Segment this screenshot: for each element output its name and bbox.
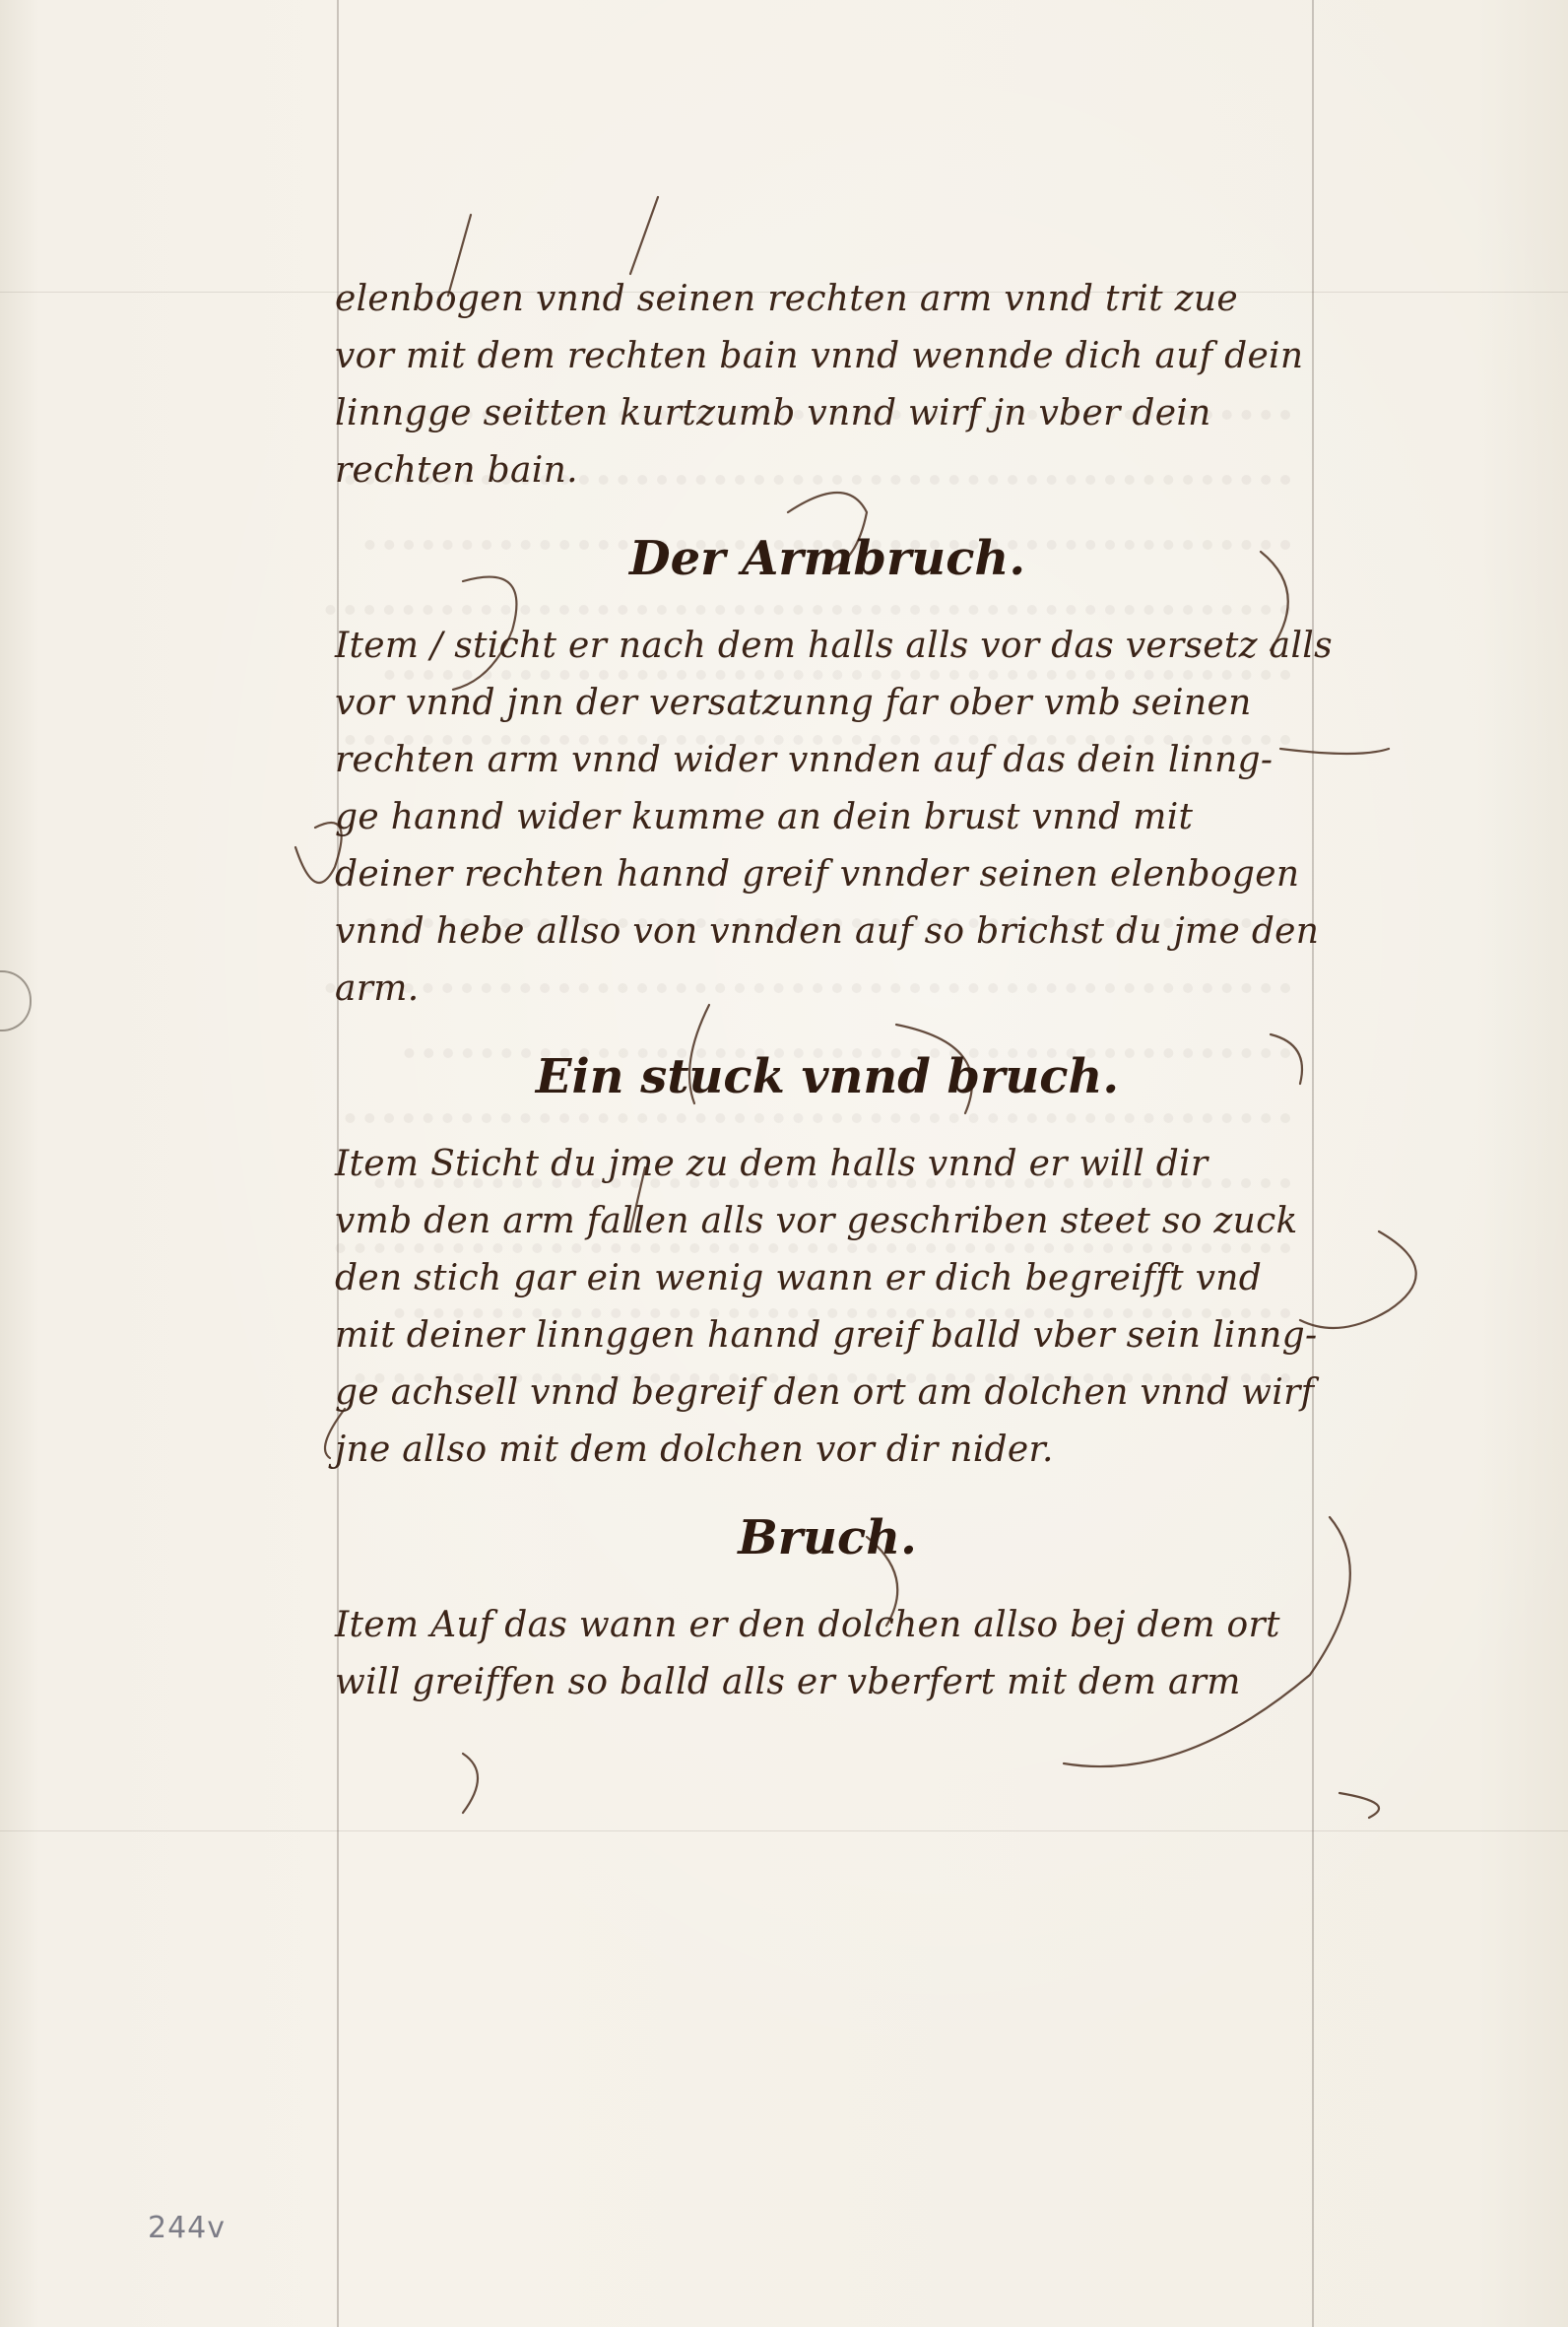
text-line: Item / sticht er nach dem halls alls vor das versetz alls xyxy=(335,626,1333,666)
text-line: den stich gar ein wenig wann er dich begreifft vnd xyxy=(335,1258,1263,1298)
ascender-stroke xyxy=(630,197,658,274)
folio-number: 244v xyxy=(148,2211,227,2245)
text-line: linngge seitten kurtzumb vnnd wirf jn vber dein xyxy=(335,393,1211,433)
section-heading-armbruch: Der Armbruch. xyxy=(628,531,1026,586)
text-line: vor vnnd jnn der versatzunng far ober vmb seinen xyxy=(335,683,1252,723)
continuation-paragraph xyxy=(335,271,1320,499)
text-line: will greiffen so balld alls er vberfert mit dem arm xyxy=(335,1662,1241,1702)
text-line: Item Auf das wann er den dolchen allso bej dem ort xyxy=(335,1605,1280,1645)
text-line: rechten bain. xyxy=(335,450,578,491)
text-line: arm. xyxy=(335,968,420,1009)
section-heading-bruch: Bruch. xyxy=(738,1510,917,1565)
binding-notch xyxy=(0,970,32,1031)
text-line: Item Sticht du jme zu dem halls vnnd er will dir xyxy=(335,1144,1209,1184)
text-line: vmb den arm fallen alls vor geschriben steet so zuck xyxy=(335,1201,1298,1241)
section-paragraph-stuck-vnnd-bruch xyxy=(335,1136,1320,1479)
text-line: jne allso mit dem dolchen vor dir nider. xyxy=(335,1429,1054,1470)
text-line: ge hannd wider kumme an dein brust vnnd mit xyxy=(335,797,1194,837)
text-line: rechten arm vnnd wider vnnden auf das dein linng- xyxy=(335,740,1274,780)
text-line: elenbogen vnnd seinen rechten arm vnnd trit zue xyxy=(335,279,1238,319)
bottom-ruling-line xyxy=(0,1830,1568,1831)
main-text-block xyxy=(335,271,1333,1711)
section-paragraph-armbruch xyxy=(335,618,1333,1018)
section-paragraph-bruch xyxy=(335,1597,1320,1711)
text-line: ge achsell vnnd begreif den ort am dolchen vnnd wirf xyxy=(335,1372,1315,1413)
text-line: vnnd hebe allso von vnnden auf so brichst du jme den xyxy=(335,911,1320,952)
section-heading-stuck-vnnd-bruch: Ein stuck vnnd bruch. xyxy=(535,1049,1120,1104)
text-line: deiner rechten hannd greif vnnder seinen elenbogen xyxy=(335,854,1300,895)
text-line: vor mit dem rechten bain vnnd wennde dich auf dein xyxy=(335,336,1304,376)
text-line: mit deiner linnggen hannd greif balld vber sein linng- xyxy=(335,1315,1318,1356)
